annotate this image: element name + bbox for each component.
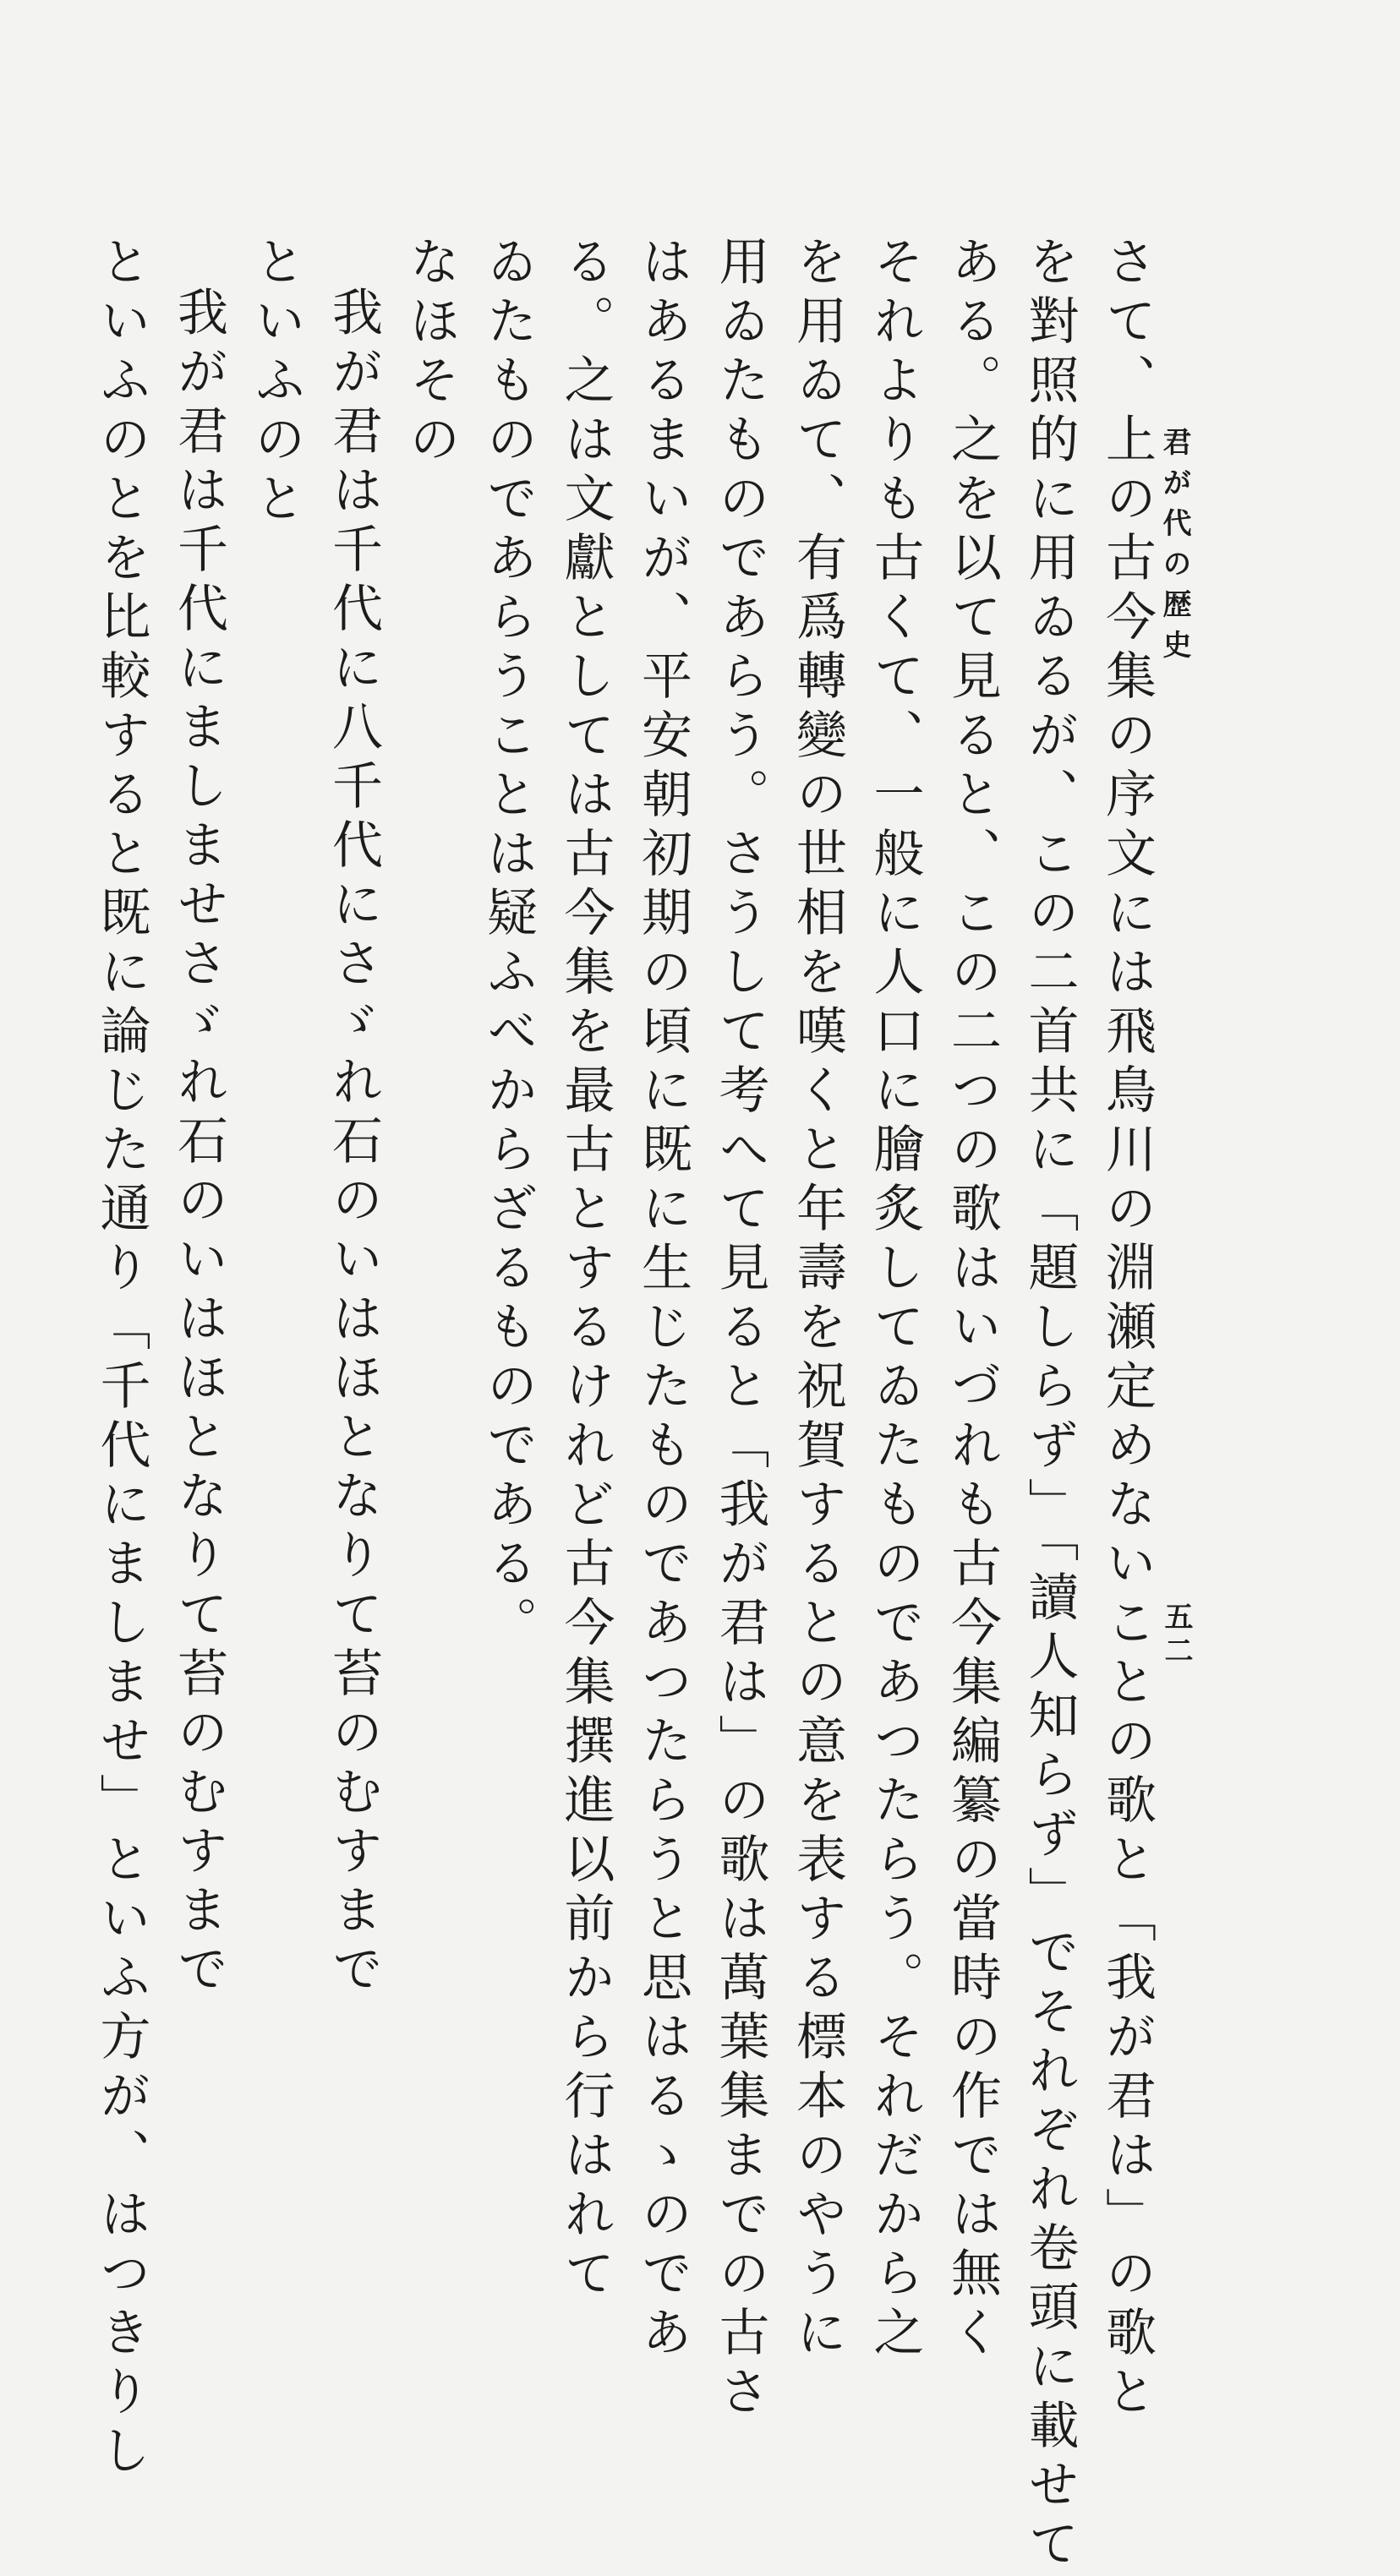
text-column: なほその	[401, 235, 461, 472]
text-column: ゐたものであらうことは疑ふべからざるものである。	[479, 235, 538, 1655]
text-column: る。之は文獻としては古今集を最古とするけれど古今集撰進以前から行はれて	[555, 235, 615, 2306]
text-column: といふのとを比較すると既に論じた通り「千代にましませ」といふ方が、はつきりし	[91, 235, 151, 2483]
text-column: それよりも古くて、一般に人口に膾炙してゐたものであつたらう。それだから之	[865, 235, 925, 2365]
page-number: 五二	[1159, 1602, 1193, 1669]
text-column: さて、上の古今集の序文には飛鳥川の淵瀬定めないことの歌と「我が君は」の歌と	[1097, 235, 1157, 2424]
text-column: はあるまいが、平安朝初期の頃に既に生じたものであつたらうと思はるゝのであ	[633, 235, 692, 2365]
body-text	[82, 235, 1165, 2576]
quoted-poem-column: 我が君は千代に八千代にさゞれ石のいはほとなりて苔のむすまで	[324, 286, 383, 2001]
running-title: 君が代の歴史	[1157, 427, 1191, 670]
quoted-poem-column: 我が君は千代にましませさゞれ石のいはほとなりて苔のむすまで	[169, 286, 228, 2001]
text-column: といふのと	[246, 235, 306, 531]
text-column: 用ゐたものであらう。さうして考へて見ると「我が君は」の歌は萬葉集までの古さ	[710, 235, 770, 2424]
text-column: ある。之を以て見ると、この二つの歌はいづれも古今集編纂の當時の作では無く	[943, 235, 1002, 2365]
text-column: を對照的に用ゐるが、この二首共に「題しらず」「讀人知らず」でそれぞれ卷頭に載せて	[1020, 235, 1080, 2576]
text-column: を用ゐて、有爲轉變の世相を嘆くと年壽を祝賀するとの意を表する標本のやうに	[788, 235, 847, 2365]
